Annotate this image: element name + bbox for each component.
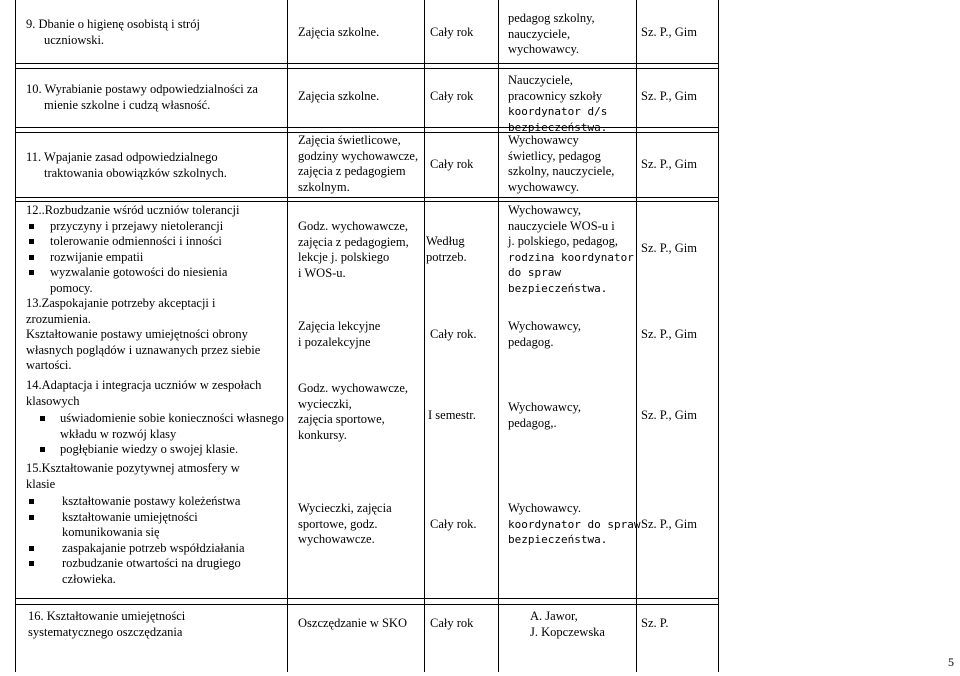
class-cell bbox=[641, 517, 697, 533]
time-cell bbox=[430, 327, 477, 343]
time-text: Cały rok bbox=[430, 89, 474, 103]
col-divider bbox=[636, 0, 637, 672]
responsible-text: szkolny, nauczyciele, bbox=[508, 164, 615, 178]
topic-bullet-list bbox=[26, 219, 284, 297]
list-item: tolerowanie odmienności i inności bbox=[26, 234, 284, 250]
forms-text: godziny wychowawcze, bbox=[298, 148, 419, 163]
class-text: Sz. P., Gim bbox=[641, 241, 697, 255]
list-item: rozbudzanie otwartości na drugiego człowieka. bbox=[26, 556, 284, 587]
responsible-text: bezpieczeństwa. bbox=[508, 120, 608, 134]
responsible-text: Nauczyciele, bbox=[508, 73, 573, 87]
topic-cell bbox=[26, 296, 260, 374]
topic-text: zrozumienia. bbox=[26, 311, 91, 326]
responsible-text: do spraw bbox=[508, 266, 561, 279]
forms-text: Godz. wychowawcze, bbox=[298, 381, 409, 395]
forms-text: i WOS-u. bbox=[298, 265, 346, 280]
responsible-text: A. Jawor, bbox=[530, 609, 578, 623]
forms-text: Zajęcia świetlicowe, bbox=[298, 133, 401, 147]
class-cell bbox=[641, 89, 697, 105]
list-item: uświadomienie sobie konieczności własnego wkładu w rozwój klasy bbox=[26, 411, 288, 442]
forms-text: Zajęcia szkolne. bbox=[298, 25, 380, 39]
responsible-text: j. polskiego, pedagog, bbox=[508, 234, 619, 248]
topic-text: 15.Kształtowanie pozytywnej atmosfery w bbox=[26, 461, 240, 475]
responsible-cell bbox=[508, 400, 581, 431]
topic-cell bbox=[26, 378, 288, 458]
responsible-text: Wychowawcy, bbox=[508, 319, 582, 333]
responsible-cell bbox=[508, 73, 607, 135]
class-text: Sz. P., Gim bbox=[641, 25, 697, 39]
list-item: wyzwalanie gotowości do niesienia pomocy. bbox=[26, 265, 284, 296]
bullet-icon bbox=[29, 270, 34, 275]
forms-cell bbox=[298, 319, 380, 350]
time-cell bbox=[428, 408, 476, 424]
class-cell bbox=[641, 157, 697, 173]
responsible-text: bezpieczeństwa. bbox=[508, 533, 608, 546]
responsible-text: J. Kopczewska bbox=[530, 624, 605, 639]
forms-text: zajęcia sportowe, bbox=[298, 412, 385, 426]
topic-text: 9. Dbanie o higienę osobistą i strój bbox=[26, 17, 200, 31]
row-divider bbox=[15, 604, 719, 605]
topic-cell bbox=[28, 609, 185, 640]
topic-text: 11. Wpajanie zasad odpowiedzialnego bbox=[26, 150, 218, 164]
responsible-text: pedagog. bbox=[508, 334, 554, 349]
forms-text: Zajęcia lekcyjne bbox=[298, 319, 381, 333]
class-cell bbox=[641, 25, 697, 41]
responsible-text: koordynator d/s bbox=[508, 105, 608, 118]
topic-text: 12..Rozbudzanie wśród uczniów tolerancji bbox=[26, 203, 240, 217]
responsible-text: Wychowawcy bbox=[508, 133, 579, 147]
topic-text: Kształtowanie postawy umiejętności obrony bbox=[26, 327, 248, 341]
responsible-cell bbox=[508, 203, 634, 296]
time-cell bbox=[430, 616, 473, 632]
list-item: kształtowanie umiejętności komunikowania się bbox=[26, 510, 284, 541]
topic-cell bbox=[26, 17, 200, 48]
responsible-text: rodzina koordynator bbox=[508, 250, 634, 264]
topic-text: traktowania obowiązków szkolnych. bbox=[44, 165, 227, 180]
time-cell bbox=[430, 25, 473, 41]
forms-cell bbox=[298, 133, 418, 195]
topic-text: 16. Kształtowanie umiejętności bbox=[28, 609, 186, 623]
responsible-text: koordynator do spraw bbox=[508, 517, 641, 531]
topic-text: mienie szkolne i cudzą własność. bbox=[44, 97, 211, 112]
topic-text: systematycznego oszczędzania bbox=[28, 624, 183, 639]
class-cell bbox=[641, 616, 668, 632]
time-text: Cały rok. bbox=[430, 327, 477, 341]
table-border-left bbox=[15, 0, 16, 672]
forms-text: konkursy. bbox=[298, 427, 347, 442]
row-divider bbox=[15, 201, 719, 202]
responsible-cell bbox=[508, 133, 614, 195]
topic-bullet-list bbox=[26, 411, 288, 458]
row-divider bbox=[15, 63, 719, 64]
time-text: potrzeb. bbox=[426, 249, 467, 264]
responsible-cell bbox=[508, 501, 640, 548]
row-divider bbox=[15, 197, 719, 198]
bullet-icon bbox=[29, 561, 34, 566]
class-text: Sz. P., Gim bbox=[641, 517, 697, 531]
responsible-text: nauczyciele, bbox=[508, 26, 571, 41]
topic-cell bbox=[26, 150, 227, 181]
table-border-right bbox=[718, 0, 719, 672]
time-cell bbox=[430, 157, 473, 173]
class-text: Sz. P., Gim bbox=[641, 89, 697, 103]
responsible-text: Wychowawcy. bbox=[508, 501, 582, 515]
forms-text: wychowawcze. bbox=[298, 532, 375, 546]
forms-cell bbox=[298, 25, 379, 41]
class-cell bbox=[641, 408, 697, 424]
topic-cell bbox=[26, 203, 284, 296]
forms-text: zajęcia z pedagogiem, bbox=[298, 234, 409, 249]
responsible-text: wychowawcy. bbox=[508, 42, 580, 56]
bullet-icon bbox=[29, 546, 34, 551]
time-cell bbox=[430, 517, 477, 533]
responsible-text: pracownicy szkoły bbox=[508, 88, 603, 103]
responsible-text: pedagog szkolny, bbox=[508, 11, 595, 25]
bullet-icon bbox=[29, 499, 34, 504]
col-divider bbox=[498, 0, 499, 672]
class-text: Sz. P. bbox=[641, 616, 669, 630]
topic-text: klasowych bbox=[26, 393, 80, 408]
list-item: zaspakajanie potrzeb współdziałania bbox=[26, 541, 284, 557]
forms-cell bbox=[298, 501, 392, 548]
topic-text: klasie bbox=[26, 476, 56, 491]
bullet-icon bbox=[29, 255, 34, 260]
time-text: I semestr. bbox=[428, 408, 476, 422]
topic-text: własnych poglądów i uznawanych przez siebie bbox=[26, 342, 261, 357]
responsible-text: Wychowawcy, bbox=[508, 400, 582, 414]
time-text: Cały rok bbox=[430, 25, 474, 39]
forms-cell bbox=[298, 381, 408, 443]
topic-text: uczniowski. bbox=[44, 32, 105, 47]
forms-text: Zajęcia szkolne. bbox=[298, 89, 380, 103]
time-text: Cały rok. bbox=[430, 517, 477, 531]
forms-cell bbox=[298, 89, 379, 105]
bullet-icon bbox=[29, 239, 34, 244]
forms-text: Wycieczki, zajęcia bbox=[298, 501, 392, 515]
list-item: pogłębianie wiedzy o swojej klasie. bbox=[26, 442, 288, 458]
forms-text: Godz. wychowawcze, bbox=[298, 219, 409, 233]
topic-bullet-list bbox=[26, 494, 284, 587]
responsible-cell bbox=[530, 609, 605, 640]
list-item: rozwijanie empatii bbox=[26, 250, 284, 266]
bullet-icon bbox=[29, 224, 34, 229]
forms-text: sportowe, godz. bbox=[298, 516, 378, 531]
class-cell bbox=[641, 327, 697, 343]
forms-text: wycieczki, bbox=[298, 396, 352, 411]
topic-cell bbox=[26, 461, 284, 587]
bullet-icon bbox=[40, 447, 45, 452]
responsible-text: wychowawcy. bbox=[508, 179, 580, 194]
time-cell bbox=[430, 89, 473, 105]
time-text: Cały rok bbox=[430, 616, 474, 630]
bullet-icon bbox=[40, 416, 45, 421]
row-divider bbox=[15, 68, 719, 69]
topic-text: wartości. bbox=[26, 358, 72, 372]
forms-cell bbox=[298, 219, 409, 281]
bullet-icon bbox=[29, 515, 34, 520]
forms-text: i pozalekcyjne bbox=[298, 334, 371, 349]
row-divider bbox=[15, 598, 719, 599]
page-number: 5 bbox=[948, 655, 954, 669]
forms-cell bbox=[298, 616, 407, 632]
responsible-text: Wychowawcy, bbox=[508, 203, 582, 217]
forms-text: szkolnym. bbox=[298, 179, 350, 194]
responsible-cell bbox=[508, 319, 581, 350]
col-divider bbox=[424, 0, 425, 672]
list-item: przyczyny i przejawy nietolerancji bbox=[26, 219, 284, 235]
topic-cell bbox=[26, 82, 258, 113]
class-text: Sz. P., Gim bbox=[641, 157, 697, 171]
responsible-text: nauczyciele WOS-u i bbox=[508, 218, 615, 233]
forms-text: Oszczędzanie w SKO bbox=[298, 616, 407, 630]
class-text: Sz. P., Gim bbox=[641, 327, 697, 341]
class-text: Sz. P., Gim bbox=[641, 408, 697, 422]
time-cell bbox=[426, 234, 467, 265]
topic-text: 14.Adaptacja i integracja uczniów w zespołach bbox=[26, 378, 262, 392]
forms-text: zajęcia z pedagogiem bbox=[298, 164, 406, 178]
responsible-text: pedagog,. bbox=[508, 415, 557, 430]
topic-text: 10. Wyrabianie postawy odpowiedzialności za bbox=[26, 82, 258, 96]
topic-text: 13.Zaspokajanie potrzeby akceptacji i bbox=[26, 296, 216, 310]
col-divider bbox=[287, 0, 288, 672]
row-divider bbox=[15, 127, 719, 128]
forms-text: lekcje j. polskiego bbox=[298, 250, 390, 264]
responsible-text: bezpieczeństwa. bbox=[508, 281, 608, 295]
time-text: Cały rok bbox=[430, 157, 474, 171]
responsible-cell bbox=[508, 11, 595, 58]
class-cell bbox=[641, 241, 697, 257]
responsible-text: świetlicy, pedagog bbox=[508, 148, 601, 163]
list-item: kształtowanie postawy koleżeństwa bbox=[26, 494, 284, 510]
time-text: Według bbox=[426, 234, 465, 248]
